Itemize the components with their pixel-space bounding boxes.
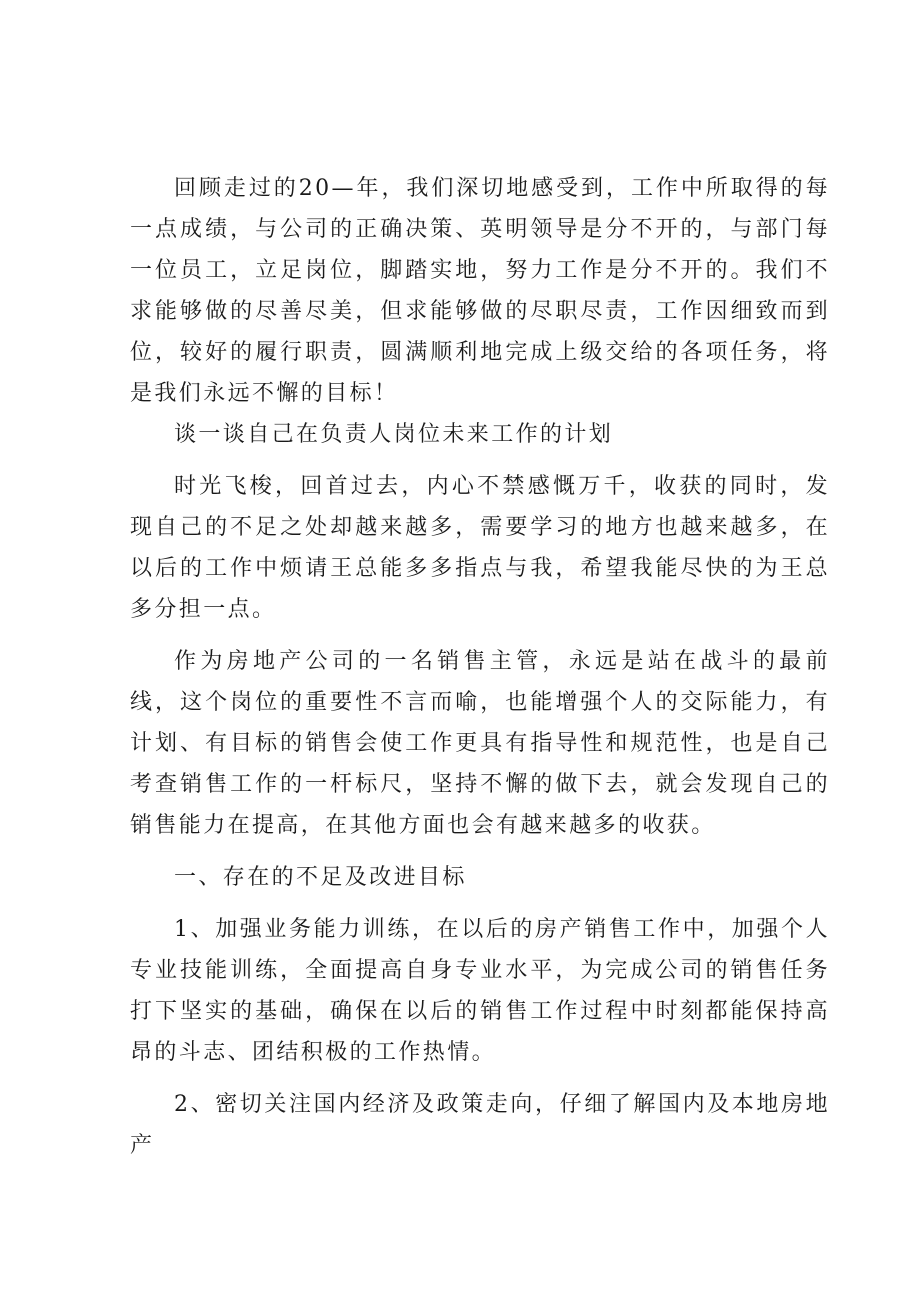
paragraph-sales-role: 作为房地产公司的一名销售主管，永远是站在战斗的最前线，这个岗位的重要性不言而喻，也能增强个人的交际能力，有计划、有目标的销售会使工作更具有指导性和规范性，也是自己考查销售工作的一杆标尺，坚持不懈的做下去，就会发现自己的销售能力在提高，在其他方面也会有越来越多的收获。 <box>130 649 830 838</box>
paragraph-reflection: 时光飞梭，回首过去，内心不禁感慨万千，收获的同时，发现自己的不足之处却越来越多，需要学习的地方也越来越多，在以后的工作中烦请王总能多多指点与我，希望我能尽快的为王总多分担一点。 <box>130 474 830 622</box>
list-item-1: 1、加强业务能力训练，在以后的房产销售工作中，加强个人专业技能训练，全面提高自身专业水平，为完成公司的销售任务打下坚实的基础，确保在以后的销售工作过程中时刻都能保持高昂的斗志、团结积极的工作热情。 <box>130 917 830 1065</box>
section-heading-plan: 谈一谈自己在负责人岗位未来工作的计划 <box>174 422 614 447</box>
list-item-2: 2、密切关注国内经济及政策走向，仔细了解国内及本地房地产 <box>130 1092 830 1158</box>
paragraph-review: 回顾走过的20—年，我们深切地感受到，工作中所取得的每一点成绩，与公司的正确决策、英明领导是分不开的，与部门每一位员工，立足岗位，脚踏实地，努力工作是分不开的。我们不求能够做的尽善尽美，但求能够做的尽职尽责，工作因细致而到位，较好的履行职责，圆满顺利地完成上级交给的各项任务，将是我们永远不懈的目标！ <box>130 176 830 406</box>
document-body <box>130 168 830 1177</box>
section-heading-shortcomings: 一、存在的不足及改进目标 <box>174 865 467 890</box>
